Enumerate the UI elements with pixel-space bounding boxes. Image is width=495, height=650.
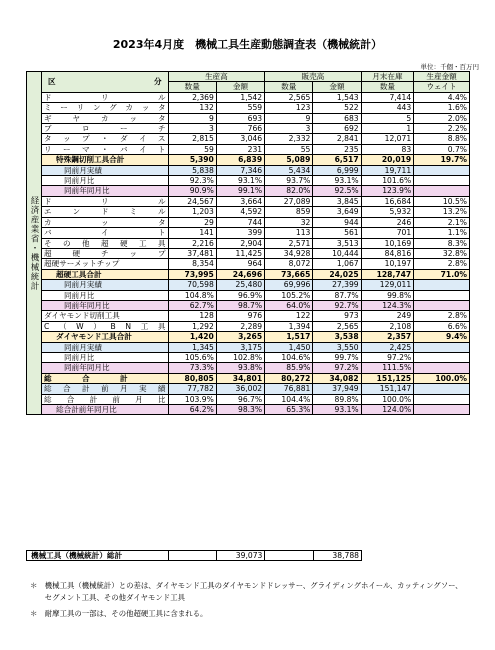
row-label-text: そ の 他 超 硬 工 具 <box>44 238 166 248</box>
table-row <box>27 144 470 154</box>
cell-w: 2.1% <box>414 217 470 227</box>
cell-s-qty: 27,089 <box>265 196 313 206</box>
cell-stock: 151,147 <box>361 384 414 394</box>
cell-w: 9.4% <box>414 332 470 342</box>
cell-w <box>414 384 470 394</box>
table-row <box>27 363 470 373</box>
machine-total-row <box>27 551 471 561</box>
cell-p-qty: 62.7% <box>168 300 216 310</box>
cell-s-amt: 944 <box>313 217 361 227</box>
cell-stock: 1 <box>361 124 414 134</box>
sales-amt-header: 金額 <box>313 82 361 92</box>
table-row <box>27 228 470 238</box>
row-label <box>42 92 169 102</box>
cell-w: 32.8% <box>414 248 470 258</box>
cell-s-amt: 973 <box>313 311 361 321</box>
table-row <box>27 124 470 134</box>
cell-w <box>414 290 470 300</box>
cell-w <box>414 352 470 362</box>
cell-s-amt: 37,949 <box>313 384 361 394</box>
cell-stock: 151,125 <box>361 373 414 383</box>
cell-s-amt: 522 <box>313 103 361 113</box>
cell-w <box>414 280 470 290</box>
cell-s-qty: 55 <box>265 144 313 154</box>
cell-p-qty: 2,369 <box>168 92 216 102</box>
side-label: 経済産業省・機械統計 <box>29 195 39 291</box>
cell-s-amt: 10,444 <box>313 248 361 258</box>
table-row <box>27 342 470 352</box>
cell-p-qty: 2,216 <box>168 238 216 248</box>
cell-stock: 5 <box>361 113 414 123</box>
cell-s-qty: 1,394 <box>265 321 313 331</box>
cell-stock: 124.3% <box>361 300 414 310</box>
cell-stock: 20,019 <box>361 155 414 165</box>
row-label: 同前月実績 <box>42 342 169 352</box>
empty-cell <box>265 551 313 561</box>
production-table <box>26 71 470 415</box>
row-label: 同前年同月比 <box>42 363 169 373</box>
cell-s-qty: 859 <box>265 207 313 217</box>
row-label-text: タ ッ プ ・ ダ イ ス <box>44 134 166 144</box>
cell-s-amt: 92.5% <box>313 186 361 196</box>
cell-stock: 19,711 <box>361 165 414 175</box>
cell-s-qty: 113 <box>265 228 313 238</box>
cell-w: 8.3% <box>414 238 470 248</box>
cell-s-amt: 3,513 <box>313 238 361 248</box>
header-row-1 <box>27 72 470 82</box>
cell-w: 6.6% <box>414 321 470 331</box>
row-label <box>42 144 169 154</box>
cell-stock: 701 <box>361 228 414 238</box>
cell-s-amt: 27,399 <box>313 280 361 290</box>
production-header: 生産高 <box>168 72 265 82</box>
weight-header: ウェイト <box>414 82 470 92</box>
cell-p-qty: 70,598 <box>168 280 216 290</box>
cell-w: 2.8% <box>414 259 470 269</box>
cell-p-amt: 3,046 <box>216 134 264 144</box>
row-label-text: 総 合 計 前 月 実 績 <box>44 384 166 394</box>
cell-s-qty: 65.3% <box>265 405 313 415</box>
stock-header: 月末在庫 <box>361 72 414 82</box>
row-label <box>42 248 169 258</box>
share-header: 生産金額 <box>414 72 470 82</box>
row-label-text: ギ ヤ カ ッ タ <box>44 113 166 123</box>
table-row <box>27 238 470 248</box>
cell-stock: 129,011 <box>361 280 414 290</box>
row-label <box>42 321 169 331</box>
cell-w <box>414 394 470 404</box>
cell-w <box>414 363 470 373</box>
cell-s-amt: 3,649 <box>313 207 361 217</box>
cell-w <box>414 342 470 352</box>
row-label-text: バ イ ト <box>44 228 166 238</box>
cell-s-amt: 89.8% <box>313 394 361 404</box>
cell-p-amt: 559 <box>216 103 264 113</box>
cell-p-amt: 93.1% <box>216 176 264 186</box>
row-label <box>42 113 169 123</box>
page-title: 2023年4月度 機械工具生産動態調査表（機械統計） <box>112 38 383 51</box>
kubun-header <box>42 72 169 93</box>
cell-p-amt: 976 <box>216 311 264 321</box>
cell-s-amt: 2,841 <box>313 134 361 144</box>
cell-p-qty: 2,815 <box>168 134 216 144</box>
row-label: 同前月比 <box>42 290 169 300</box>
cell-s-amt: 1,067 <box>313 259 361 269</box>
cell-p-amt: 4,592 <box>216 207 264 217</box>
row-label: 超硬サーメットチップ <box>42 259 169 269</box>
row-label <box>42 103 169 113</box>
cell-p-qty: 92.3% <box>168 176 216 186</box>
kubun-right: 分 <box>153 77 162 87</box>
unit-label: 単位：千個・百万円 <box>420 63 479 71</box>
cell-w: 4.4% <box>414 92 470 102</box>
cell-s-qty: 2,565 <box>265 92 313 102</box>
cell-s-amt: 561 <box>313 228 361 238</box>
cell-p-amt: 93.8% <box>216 363 264 373</box>
cell-p-amt: 96.9% <box>216 290 264 300</box>
cell-s-qty: 69,996 <box>265 280 313 290</box>
row-label: 同前年同月比 <box>42 186 169 196</box>
cell-s-qty: 104.4% <box>265 394 313 404</box>
cell-w <box>414 176 470 186</box>
cell-w: 8.8% <box>414 134 470 144</box>
cell-p-qty: 1,203 <box>168 207 216 217</box>
row-label <box>42 384 169 394</box>
note-line: ＊ 耐摩工具の一部は、その他超硬工具に含まれる。 <box>30 609 208 618</box>
cell-p-amt: 744 <box>216 217 264 227</box>
cell-stock: 10,169 <box>361 238 414 248</box>
row-label: 総合計前年同月比 <box>42 405 169 415</box>
cell-p-amt: 3,265 <box>216 332 264 342</box>
row-label: 同前月比 <box>42 352 169 362</box>
cell-stock: 101.6% <box>361 176 414 186</box>
cell-p-amt: 3,664 <box>216 196 264 206</box>
cell-s-amt: 93.1% <box>313 176 361 186</box>
cell-s-qty: 8,072 <box>265 259 313 269</box>
table-row <box>27 176 470 186</box>
cell-p-qty: 103.9% <box>168 394 216 404</box>
cell-p-qty: 64.2% <box>168 405 216 415</box>
cell-stock: 443 <box>361 103 414 113</box>
cell-p-amt: 98.7% <box>216 300 264 310</box>
table-row <box>27 113 470 123</box>
table-row <box>27 269 470 279</box>
empty-cell <box>414 551 470 561</box>
cell-s-qty: 5,089 <box>265 155 313 165</box>
row-label <box>42 217 169 227</box>
cell-s-qty: 1,450 <box>265 342 313 352</box>
cell-stock: 2,425 <box>361 342 414 352</box>
cell-s-amt: 34,082 <box>313 373 361 383</box>
cell-s-qty: 104.6% <box>265 352 313 362</box>
cell-p-qty: 37,481 <box>168 248 216 258</box>
cell-p-amt: 2,289 <box>216 321 264 331</box>
side-label-cell <box>27 72 42 415</box>
cell-w: 19.7% <box>414 155 470 165</box>
cell-stock: 10,197 <box>361 259 414 269</box>
cell-stock: 83 <box>361 144 414 154</box>
note-line: ＊ 機械工具（機械統計）との差は、ダイヤモンド工具のダイヤモンドドレッサー、グライディングホイール、カッティングソー、 <box>30 581 463 590</box>
cell-s-qty: 2,571 <box>265 238 313 248</box>
prod-qty-header: 数量 <box>168 82 216 92</box>
cell-s-amt: 24,025 <box>313 269 361 279</box>
row-label-text: 超 硬 チ ッ プ <box>44 248 166 258</box>
cell-p-qty: 59 <box>168 144 216 154</box>
cell-p-amt: 7,346 <box>216 165 264 175</box>
cell-s-qty: 122 <box>265 311 313 321</box>
table-row <box>27 165 470 175</box>
table-row <box>27 300 470 310</box>
cell-s-amt: 3,550 <box>313 342 361 352</box>
cell-w: 0.7% <box>414 144 470 154</box>
cell-p-qty: 3 <box>168 124 216 134</box>
cell-p-amt: 34,801 <box>216 373 264 383</box>
table-row <box>27 92 470 102</box>
cell-p-amt: 96.7% <box>216 394 264 404</box>
cell-p-amt: 102.8% <box>216 352 264 362</box>
cell-p-qty: 9 <box>168 113 216 123</box>
row-label: 超硬工具合計 <box>42 269 169 279</box>
cell-s-amt: 6,517 <box>313 155 361 165</box>
cell-p-amt: 693 <box>216 113 264 123</box>
cell-s-qty: 3 <box>265 124 313 134</box>
machine-total-table <box>26 550 470 561</box>
cell-p-amt: 3,175 <box>216 342 264 352</box>
cell-stock: 16,684 <box>361 196 414 206</box>
cell-p-amt: 1,542 <box>216 92 264 102</box>
row-label <box>42 196 169 206</box>
cell-p-amt: 25,480 <box>216 280 264 290</box>
table-row <box>27 248 470 258</box>
cell-s-qty: 2,332 <box>265 134 313 144</box>
table-row <box>27 405 470 415</box>
cell-s-amt: 2,565 <box>313 321 361 331</box>
cell-p-amt: 99.1% <box>216 186 264 196</box>
empty-cell <box>361 551 414 561</box>
cell-p-amt: 2,904 <box>216 238 264 248</box>
cell-w <box>414 300 470 310</box>
row-label: 同前月実績 <box>42 165 169 175</box>
cell-s-qty: 5,434 <box>265 165 313 175</box>
row-label: 総 合 計 <box>42 373 169 383</box>
row-label: 同前年同月比 <box>42 300 169 310</box>
cell-stock: 2,357 <box>361 332 414 342</box>
row-label: ダイヤモンド切削工具 <box>42 311 169 321</box>
cell-w: 10.5% <box>414 196 470 206</box>
cell-p-qty: 128 <box>168 311 216 321</box>
cell-s-qty: 85.9% <box>265 363 313 373</box>
machine-total-wrapper <box>26 550 470 561</box>
cell-p-qty: 5,838 <box>168 165 216 175</box>
row-label: 特殊鋼切削工具合計 <box>42 155 169 165</box>
cell-s-qty: 1,517 <box>265 332 313 342</box>
cell-s-amt: 3,845 <box>313 196 361 206</box>
cell-s-qty: 80,272 <box>265 373 313 383</box>
cell-s-qty: 32 <box>265 217 313 227</box>
cell-w: 2.2% <box>414 124 470 134</box>
cell-s-qty: 9 <box>265 113 313 123</box>
row-label <box>42 228 169 238</box>
cell-stock: 5,932 <box>361 207 414 217</box>
cell-s-qty: 73,665 <box>265 269 313 279</box>
table-row <box>27 290 470 300</box>
row-label: 同前月比 <box>42 176 169 186</box>
cell-s-amt: 87.7% <box>313 290 361 300</box>
cell-s-amt: 97.2% <box>313 363 361 373</box>
machine-total-sales-amt: 38,788 <box>313 551 361 561</box>
table-row <box>27 321 470 331</box>
cell-stock: 7,414 <box>361 92 414 102</box>
cell-s-qty: 105.2% <box>265 290 313 300</box>
cell-p-amt: 399 <box>216 228 264 238</box>
cell-s-amt: 692 <box>313 124 361 134</box>
cell-s-amt: 93.1% <box>313 405 361 415</box>
table-row <box>27 103 470 113</box>
cell-s-amt: 6,999 <box>313 165 361 175</box>
row-label-text: カ ッ タ <box>44 217 166 227</box>
cell-p-amt: 964 <box>216 259 264 269</box>
cell-stock: 128,747 <box>361 269 414 279</box>
main-table-wrapper <box>26 71 470 415</box>
row-label: 同前月実績 <box>42 280 169 290</box>
cell-stock: 99.8% <box>361 290 414 300</box>
empty-cell <box>168 551 216 561</box>
row-label-text: ド リ ル <box>44 196 166 206</box>
cell-w: 71.0% <box>414 269 470 279</box>
row-label-text: ブ ロ ー チ <box>44 124 166 134</box>
table-row <box>27 394 470 404</box>
cell-p-qty: 132 <box>168 103 216 113</box>
row-label-text: ミ ー リ ン グ カ ッ タ <box>44 103 166 113</box>
sales-header: 販売高 <box>265 72 362 82</box>
table-row <box>27 384 470 394</box>
cell-p-qty: 29 <box>168 217 216 227</box>
cell-s-qty: 64.0% <box>265 300 313 310</box>
table-row <box>27 207 470 217</box>
table-row <box>27 280 470 290</box>
cell-w: 100.0% <box>414 373 470 383</box>
row-label-text: ド リ ル <box>44 92 166 102</box>
cell-s-qty: 34,928 <box>265 248 313 258</box>
stock-qty-header: 数量 <box>361 82 414 92</box>
table-row <box>27 217 470 227</box>
cell-stock: 246 <box>361 217 414 227</box>
cell-p-amt: 231 <box>216 144 264 154</box>
cell-stock: 12,071 <box>361 134 414 144</box>
table-row <box>27 259 470 269</box>
prod-amt-header: 金額 <box>216 82 264 92</box>
cell-p-amt: 766 <box>216 124 264 134</box>
cell-stock: 111.5% <box>361 363 414 373</box>
cell-w: 1.6% <box>414 103 470 113</box>
table-row <box>27 311 470 321</box>
cell-stock: 249 <box>361 311 414 321</box>
row-label-text: C （ W ） B N 工 具 <box>44 321 166 331</box>
cell-w <box>414 405 470 415</box>
cell-s-qty: 93.7% <box>265 176 313 186</box>
cell-p-amt: 11,425 <box>216 248 264 258</box>
cell-s-amt: 1,543 <box>313 92 361 102</box>
cell-p-qty: 1,292 <box>168 321 216 331</box>
row-label-text: 総 合 計 前 月 比 <box>44 394 166 404</box>
cell-stock: 100.0% <box>361 394 414 404</box>
cell-p-qty: 5,390 <box>168 155 216 165</box>
cell-p-qty: 104.8% <box>168 290 216 300</box>
cell-p-qty: 1,420 <box>168 332 216 342</box>
table-row <box>27 186 470 196</box>
cell-p-qty: 24,567 <box>168 196 216 206</box>
cell-p-amt: 98.3% <box>216 405 264 415</box>
table-row <box>27 352 470 362</box>
table-row <box>27 134 470 144</box>
table-row <box>27 155 470 165</box>
cell-s-amt: 99.7% <box>313 352 361 362</box>
cell-p-qty: 73.3% <box>168 363 216 373</box>
cell-w <box>414 186 470 196</box>
cell-s-qty: 82.0% <box>265 186 313 196</box>
row-label-text: エ ン ド ミ ル <box>44 207 166 217</box>
cell-s-amt: 235 <box>313 144 361 154</box>
cell-p-qty: 73,995 <box>168 269 216 279</box>
table-row <box>27 373 470 383</box>
row-label-text: リ ー マ ・ バ イ ト <box>44 144 166 154</box>
cell-p-qty: 90.9% <box>168 186 216 196</box>
cell-s-qty: 123 <box>265 103 313 113</box>
cell-stock: 84,816 <box>361 248 414 258</box>
cell-p-qty: 1,345 <box>168 342 216 352</box>
row-label <box>42 207 169 217</box>
cell-w: 2.8% <box>414 311 470 321</box>
row-label <box>42 134 169 144</box>
table-row <box>27 196 470 206</box>
row-label <box>42 124 169 134</box>
cell-w: 1.1% <box>414 228 470 238</box>
kubun-left: 区 <box>48 77 56 87</box>
cell-p-qty: 77,782 <box>168 384 216 394</box>
row-label: ダイヤモンド工具合計 <box>42 332 169 342</box>
cell-p-qty: 80,805 <box>168 373 216 383</box>
cell-w: 13.2% <box>414 207 470 217</box>
row-label <box>42 394 169 404</box>
cell-w: 2.0% <box>414 113 470 123</box>
sales-qty-header: 数量 <box>265 82 313 92</box>
notes <box>30 578 480 622</box>
machine-total-prod-amt: 39,073 <box>217 551 265 561</box>
cell-p-amt: 24,696 <box>216 269 264 279</box>
cell-s-amt: 92.7% <box>313 300 361 310</box>
cell-p-qty: 105.6% <box>168 352 216 362</box>
cell-s-qty: 76,881 <box>265 384 313 394</box>
machine-total-label: 機械工具（機械統計）総計 <box>27 551 169 561</box>
cell-p-qty: 8,354 <box>168 259 216 269</box>
cell-p-amt: 6,839 <box>216 155 264 165</box>
cell-s-amt: 683 <box>313 113 361 123</box>
cell-stock: 123.9% <box>361 186 414 196</box>
cell-p-amt: 36,002 <box>216 384 264 394</box>
cell-stock: 97.2% <box>361 352 414 362</box>
row-label <box>42 238 169 248</box>
note-line: セグメント工具、その他ダイヤモンド工具 <box>30 593 185 602</box>
cell-stock: 2,108 <box>361 321 414 331</box>
cell-p-qty: 141 <box>168 228 216 238</box>
table-row <box>27 332 470 342</box>
cell-s-amt: 3,538 <box>313 332 361 342</box>
cell-stock: 124.0% <box>361 405 414 415</box>
cell-w <box>414 165 470 175</box>
